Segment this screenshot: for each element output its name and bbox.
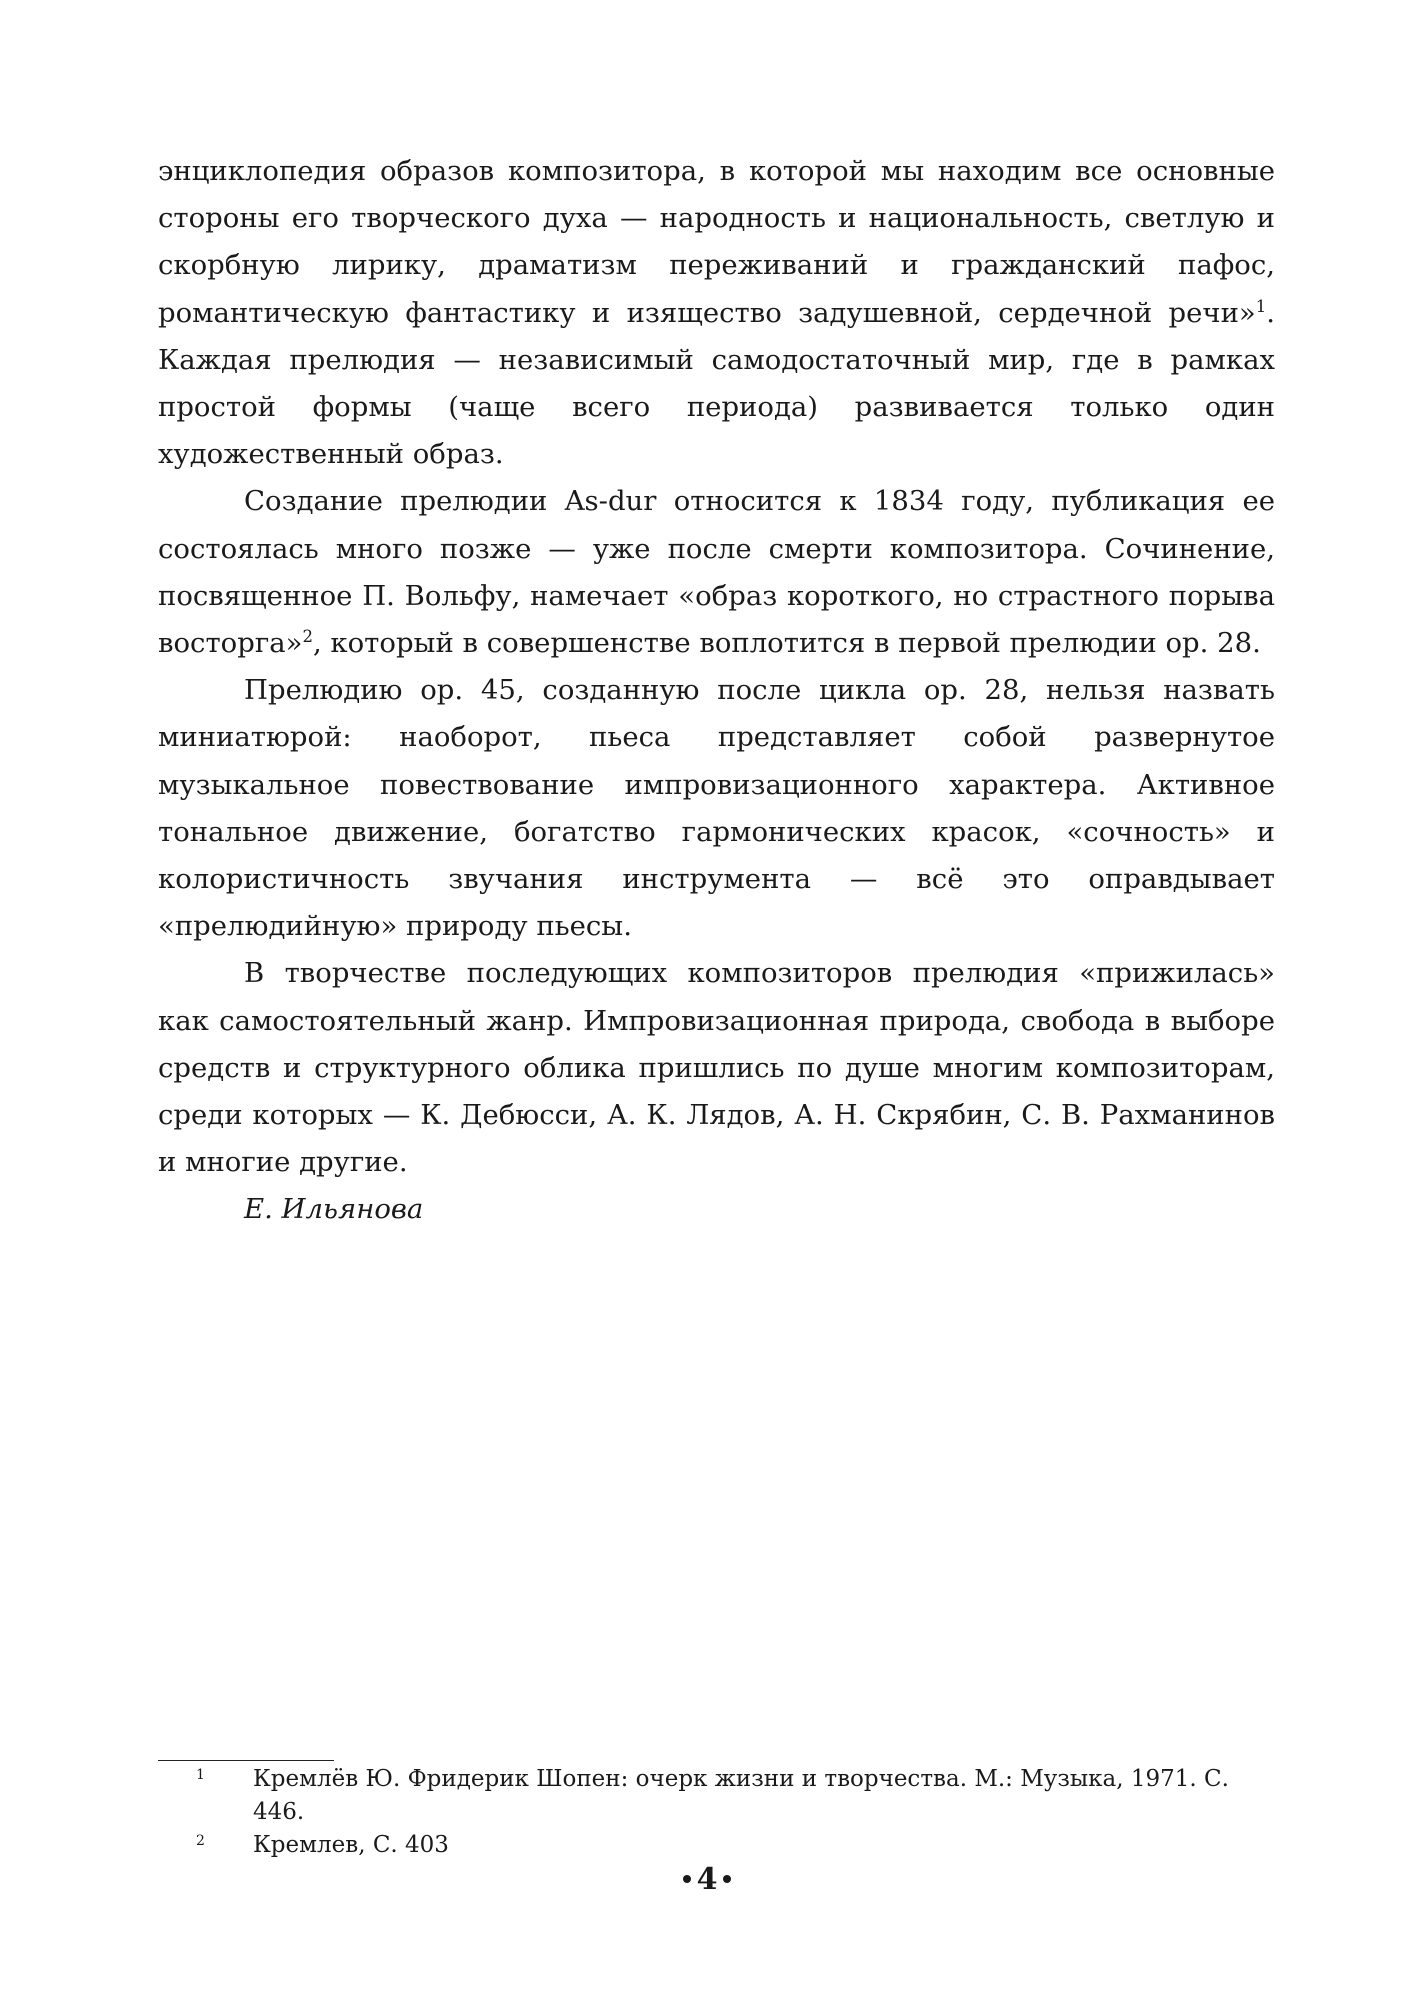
page-number-value: 4 bbox=[696, 1862, 718, 1897]
footnote-1 bbox=[158, 1763, 1275, 1829]
paragraph-3: Прелюдию op. 45, созданную после цикла op. 28, нельзя назвать миниатюрой: наоборот, пьеса представляет собой развернутое музыкальное повествование импровизационного характера. Активное тональное движение, богатство гармонических красок, «сочность» и колористичность звучания инструмента — всё это оправдывает «прелюдийную» природу пьесы. bbox=[158, 674, 1275, 943]
footnote-text: Кремлёв Ю. Фридерик Шопен: очерк жизни и творчества. М.: Музыка, 1971. С. 446. bbox=[253, 1766, 1229, 1825]
footnote-2 bbox=[158, 1829, 1275, 1862]
paragraph-1: энциклопедия образов композитора, в которой мы находим все основные стороны его творческого духа — народность и национальность, светлую и скорбную лирику, драматизм переживаний и гражданский пафос, романтическую фантастику и изящество задушевной, сердечной речи»$^1$. Каждая прелюдия — независимый самодостаточный мир, где в рамках простой формы (чаще всего периода) развивается только один художественный образ. bbox=[158, 155, 1275, 471]
paragraph-2: Создание прелюдии As-dur относится к 1834 году, публикация ее состоялась много позже — уже после смерти композитора. Сочинение, посвященное П. Вольфу, намечает «образ короткого, но страстного порыва восторга»$^2$, который в совершенстве воплотится в первой прелюдии op. 28. bbox=[158, 485, 1275, 660]
footnotes bbox=[158, 1763, 1275, 1862]
bullet-dot-icon bbox=[723, 1875, 731, 1883]
footnote-text: Кремлев, С. 403 bbox=[253, 1832, 449, 1858]
footnote-ref-1[interactable]: 1 bbox=[1255, 296, 1267, 316]
paragraph-4: В творчестве последующих композиторов прелюдия «прижилась» как самостоятельный жанр. Импровизационная природа, свобода в выборе средств и структурного облика пришлись по душе многим композиторам, среди которых — К. Дебюсси, А. К. Лядов, А. Н. Скрябин, С. В. Рахманинов и многие другие. bbox=[158, 957, 1275, 1179]
body-text bbox=[158, 148, 1275, 1234]
footnote-ref-2[interactable]: 2 bbox=[302, 626, 313, 646]
footnote-number: 2 bbox=[196, 1833, 205, 1849]
page-number bbox=[0, 1862, 1414, 1897]
footnote-number: 1 bbox=[196, 1767, 205, 1783]
bullet-dot-icon bbox=[683, 1875, 691, 1883]
footnote-divider bbox=[158, 1760, 334, 1761]
author-signature: Е. Ильянова bbox=[244, 1193, 424, 1226]
